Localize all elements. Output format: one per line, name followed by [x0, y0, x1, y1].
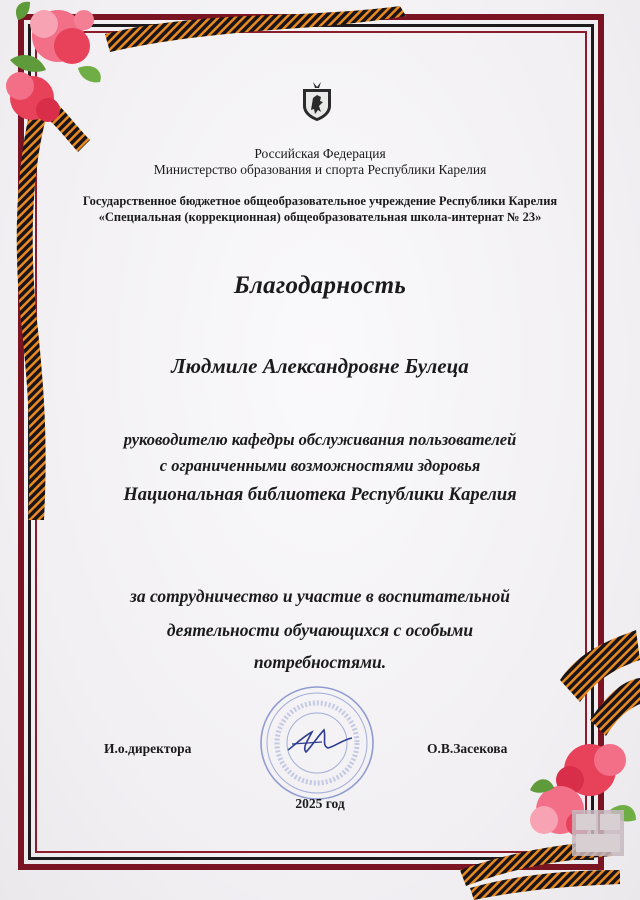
karelia-coat-of-arms-icon — [299, 80, 335, 122]
ministry-name: Министерство образования и спорта Республики Карелия — [153, 162, 487, 177]
issue-year: 2025 год — [295, 796, 345, 811]
recipient-name: Людмиле Александровне Булеца — [171, 354, 469, 378]
recipient-organization: Национальная библиотека Республики Карелия — [123, 485, 517, 505]
reason-line1: за сотрудничество и участие в воспитательной — [130, 586, 510, 606]
signatory-title: И.о.директора — [104, 741, 192, 756]
carnation-flower-icon — [6, 2, 101, 122]
recipient-position-line2: с ограниченными возможностями здоровья — [159, 456, 481, 475]
reason-line2: деятельности обучающихся с особыми — [166, 620, 474, 640]
institution-name-line2: «Специальная (коррекционная) общеобразовательная школа-интернат № 23» — [98, 210, 542, 224]
recipient-position-line1: руководителю кафедры обслуживания пользователей — [123, 430, 517, 449]
institution-name-line1: Государственное бюджетное общеобразовательное учреждение Республики Карелия — [82, 194, 558, 208]
signatory-name: О.В.Засекова — [427, 741, 508, 756]
director-signature — [282, 722, 362, 762]
reason-line3: потребностями. — [253, 652, 387, 672]
country-name: Российская Федерация — [254, 146, 386, 161]
document-title: Благодарность — [233, 272, 407, 299]
library-logo-icon — [568, 806, 628, 860]
